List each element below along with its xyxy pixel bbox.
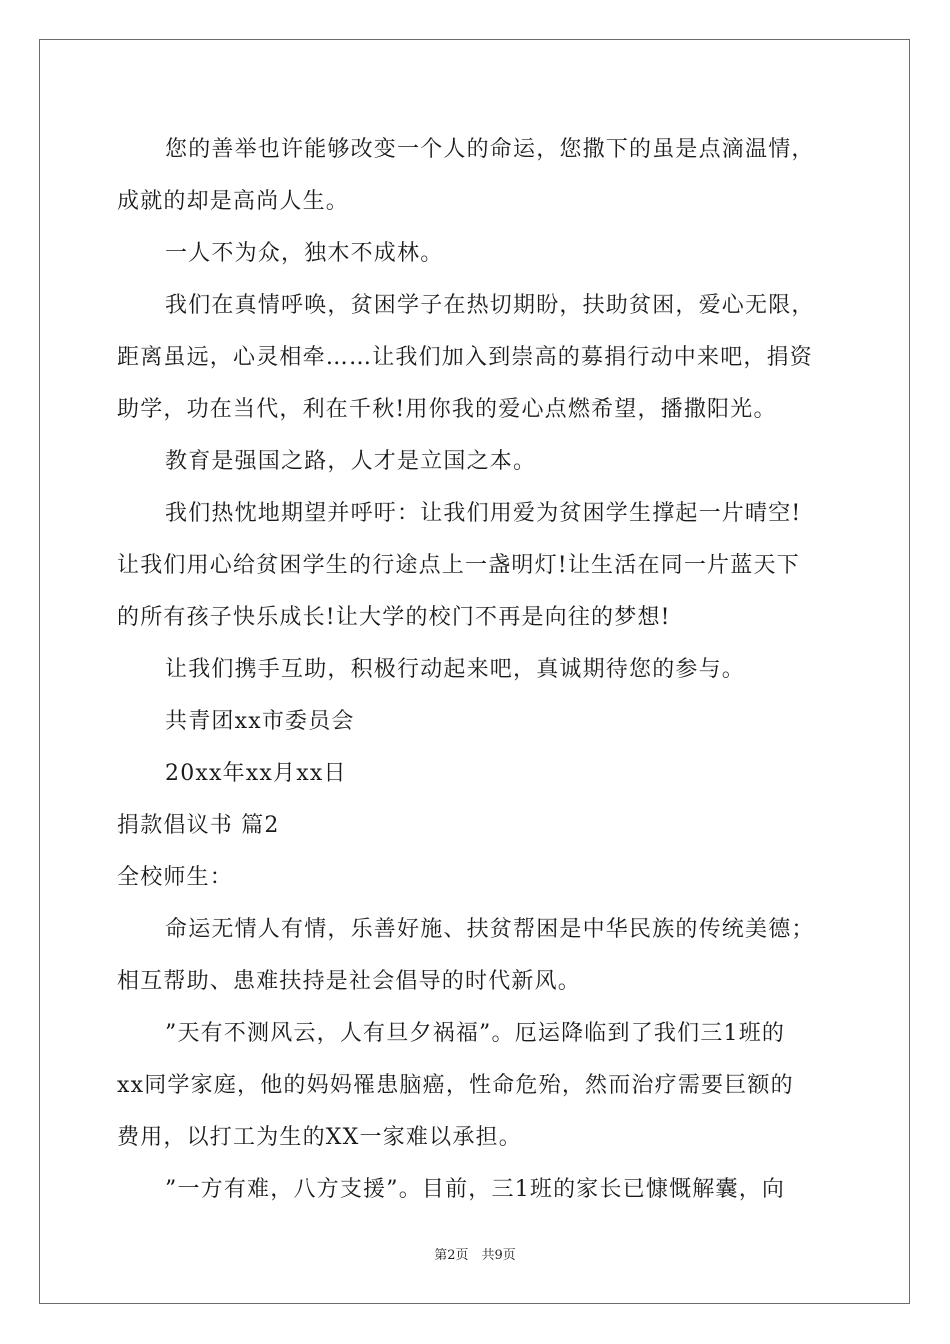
text-line: 助学，功在当代，利在千秋!用你我的爱心点燃希望，播撒阳光。	[117, 397, 777, 422]
text-line: ”一方有难，八方支援”。目前，三1班的家长已慷慨解囊，向	[165, 1177, 786, 1202]
text-line: 一人不为众，独木不成林。	[165, 241, 444, 266]
signature-organization: 共青团xx市委员会	[165, 709, 355, 734]
text-line: 距离虽远，心灵相牵……让我们加入到崇高的募捐行动中来吧，捐资	[117, 345, 814, 370]
salutation: 全校师生：	[117, 865, 234, 890]
document-body	[117, 124, 835, 1216]
text-line: 教育是强国之路，人才是立国之本。	[165, 449, 537, 474]
text-line: 成就的却是高尚人生。	[117, 189, 350, 214]
signature-date: 20xx年xx月xx日	[165, 761, 347, 786]
text-line: 命运无情人有情，乐善好施、扶贫帮困是中华民族的传统美德；	[165, 917, 815, 942]
section-heading: 捐款倡议书 篇2	[117, 813, 280, 838]
text-line: ”天有不测风云，人有旦夕祸福”。厄运降临到了我们三1班的	[165, 1021, 786, 1046]
text-line: 让我们携手互助，积极行动起来吧，真诚期待您的参与。	[165, 657, 746, 682]
text-line: 我们热忱地期望并呼吁：让我们用爱为贫困学生撑起一片晴空!	[165, 501, 802, 526]
page-number: 第2页 共9页	[434, 1248, 516, 1263]
text-line: 您的善举也许能够改变一个人的命运，您撒下的虽是点滴温情，	[165, 137, 815, 162]
text-line: 让我们用心给贫困学生的行途点上一盏明灯!让生活在同一片蓝天下	[117, 553, 800, 578]
text-line: 我们在真情呼唤，贫困学子在热切期盼，扶助贫困，爱心无限，	[165, 293, 815, 318]
text-line: xx同学家庭，他的妈妈罹患脑癌，性命危殆，然而治疗需要巨额的	[117, 1073, 794, 1098]
text-line: 的所有孩子快乐成长!让大学的校门不再是向往的梦想!	[117, 605, 671, 630]
text-line: 费用，以打工为生的XX一家难以承担。	[117, 1125, 522, 1150]
text-line: 相互帮助、患难扶持是社会倡导的时代新风。	[117, 969, 582, 994]
